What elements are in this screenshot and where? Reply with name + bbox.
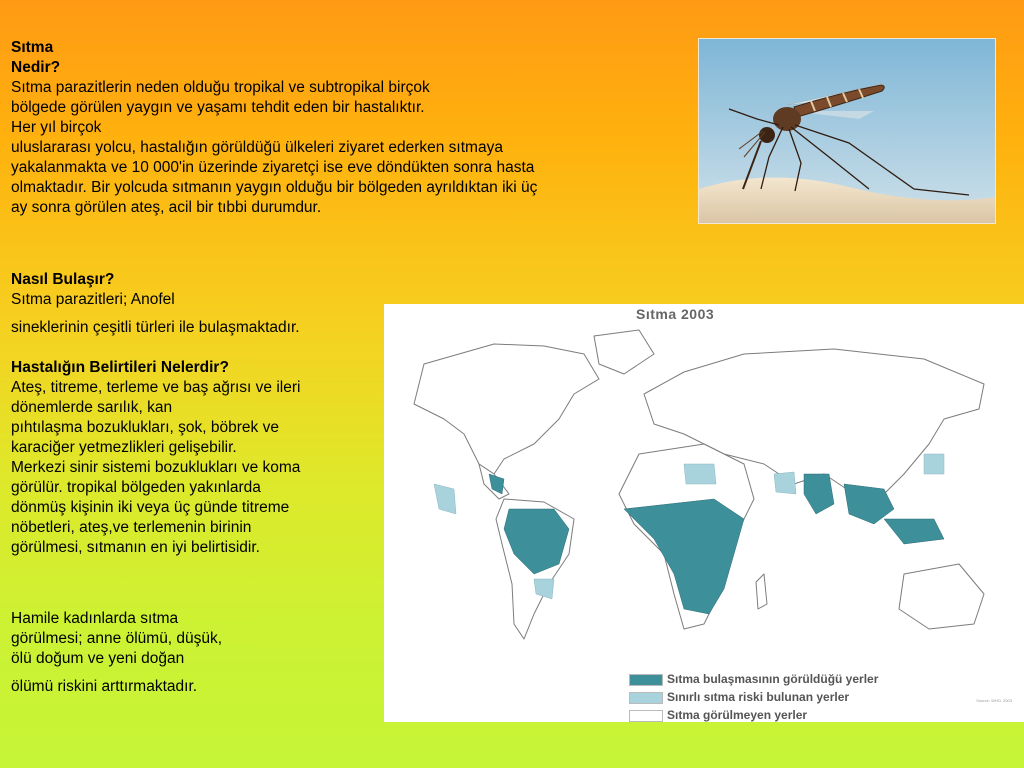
pregnancy-line: ölü doğum ve yeni doğan	[11, 650, 185, 667]
what-line: yakalanmakta ve 10 000'in üzerinde ziyaretçi ise eve döndükten sonra hasta	[11, 159, 535, 176]
legend-label: Sıtma bulaşmasının görüldüğü yerler	[667, 672, 879, 686]
pregnancy-line: Hamile kadınlarda sıtma	[11, 610, 179, 627]
legend-label: Sıtma görülmeyen yerler	[667, 708, 808, 722]
symptom-line: görülmesi, sıtmanın en iyi belirtisidir.	[11, 539, 260, 556]
pregnancy-line: görülmesi; anne ölümü, düşük,	[11, 630, 223, 647]
title-what-line1: Sıtma	[11, 39, 54, 56]
section-symptoms	[11, 358, 300, 558]
australia-shape	[899, 564, 984, 629]
symptom-line: nöbetleri, ateş,ve terlemenin birinin	[11, 519, 252, 536]
what-line: ay sonra görülen ateş, acil bir tıbbi durumdur.	[11, 199, 322, 216]
what-line: olmaktadır. Bir yolcuda sıtmanın yaygın olduğu bir bölgeden ayrıldıktan iki üç	[11, 179, 538, 196]
malaria-map	[384, 304, 1024, 722]
title-symptoms: Hastalığın Belirtileri Nelerdir?	[11, 359, 229, 376]
map-title: Sıtma 2003	[636, 306, 715, 322]
mosquito-illustration	[699, 39, 996, 224]
section-spread	[11, 270, 300, 338]
world-map-illustration	[384, 324, 1024, 694]
map-source: Source: WHO, 2003	[976, 698, 1012, 703]
symptom-line: dönemlerde sarılık, kan	[11, 399, 173, 416]
section-pregnancy	[11, 609, 222, 697]
spread-line: sineklerinin çeşitli türleri ile bulaşmaktadır.	[11, 319, 300, 336]
what-line: Sıtma parazitlerin neden olduğu tropikal ve subtropikal birçok	[11, 79, 430, 96]
greenland-shape	[594, 330, 654, 374]
title-what-line2: Nedir?	[11, 59, 61, 76]
symptom-line: dönmüş kişinin iki veya üç günde titreme	[11, 499, 290, 516]
legend-swatch	[629, 692, 663, 704]
spread-line: Sıtma parazitleri; Anofel	[11, 291, 175, 308]
symptom-line: Ateş, titreme, terleme ve baş ağrısı ve ileri	[11, 379, 301, 396]
section-what	[11, 38, 537, 218]
legend-swatch	[629, 710, 663, 722]
title-spread: Nasıl Bulaşır?	[11, 271, 115, 288]
symptom-line: Merkezi sinir sistemi bozuklukları ve koma	[11, 459, 301, 476]
what-line: uluslararası yolcu, hastalığın görüldüğü ülkeleri ziyaret ederken sıtmaya	[11, 139, 503, 156]
symptom-line: karaciğer yetmezlikleri gelişebilir.	[11, 439, 237, 456]
legend-label: Sınırlı sıtma riski bulunan yerler	[667, 690, 850, 704]
legend-swatch	[629, 674, 663, 686]
pregnancy-line: ölümü riskini arttırmaktadır.	[11, 678, 198, 695]
what-line: Her yıl birçok	[11, 119, 102, 136]
north-america-shape	[414, 344, 599, 474]
symptom-line: görülür. tropikal bölgeden yakınlarda	[11, 479, 261, 496]
madagascar-shape	[756, 574, 767, 609]
symptom-line: pıhtılaşma bozuklukları, şok, böbrek ve	[11, 419, 279, 436]
what-line: bölgede görülen yaygın ve yaşamı tehdit eden bir hastalıktır.	[11, 99, 425, 116]
mosquito-photo	[698, 38, 996, 224]
